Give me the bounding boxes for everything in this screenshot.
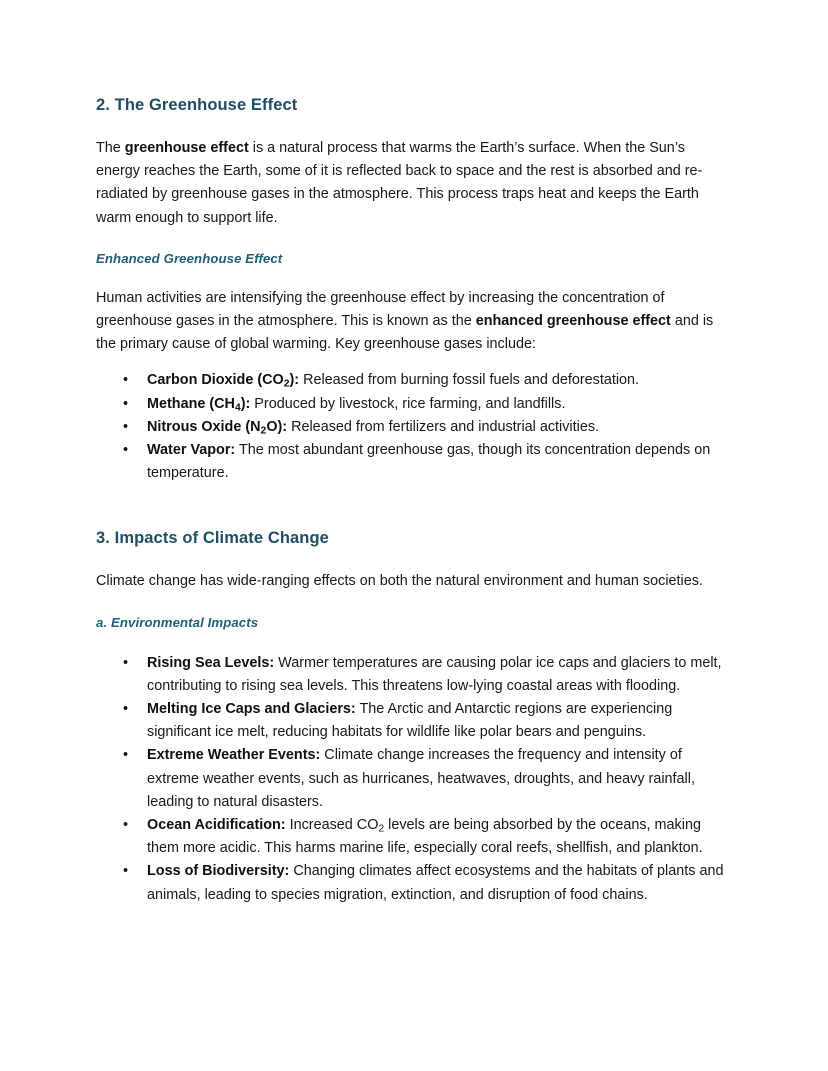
list-item-lead: Water Vapor: — [147, 442, 236, 459]
list-item-lead: Melting Ice Caps and Glaciers: — [147, 701, 356, 718]
list-item — [96, 652, 732, 698]
list-item — [96, 369, 732, 392]
paragraph-bold-term: enhanced greenhouse effect — [475, 313, 671, 330]
list-item — [96, 698, 732, 744]
list-item-body: The most abundant greenhouse gas, though its concentration depends on temperature. — [147, 442, 711, 482]
paragraph-text-part: is a natural process that warms the Earth’s surface. When the Sun’s energy reaches the Earth, some of it is reflected back to space and the rest is absorbed and re-radiated by greenhouse gases in the atmosphere. This process traps heat and keeps the Earth warm enough to support life. — [96, 140, 703, 226]
list-item-lead: Loss of Biodiversity: — [147, 863, 290, 880]
spacer — [96, 485, 732, 529]
list-item-body: Increased CO — [285, 817, 379, 834]
bullet-icon: • — [123, 654, 129, 671]
list-item-body: Warmer temperatures are causing polar ice caps and glaciers to melt, contributing to rising sea levels. This threatens low-lying coastal areas with flooding. — [147, 654, 722, 694]
lead-text: ): — [289, 372, 300, 389]
subheading-environmental-impacts: a. Environmental Impacts — [96, 614, 259, 630]
paragraph-bold-term: greenhouse effect — [124, 140, 249, 156]
lead-text: O): — [266, 418, 288, 435]
spacer — [96, 266, 732, 287]
list-item-body: Changing climates affect ecosystems and the habitats of plants and animals, leading to species migration, extinction, and disruption of food chains. — [147, 863, 724, 903]
bullet-icon: • — [123, 747, 129, 764]
list-item — [96, 393, 732, 416]
spacer — [96, 115, 732, 137]
subscript: 2 — [260, 425, 267, 437]
lead-text: ): — [240, 395, 251, 412]
bullet-icon: • — [123, 817, 129, 834]
spacer — [96, 630, 732, 652]
list-item-body: Released from fertilizers and industrial activities. — [287, 418, 600, 435]
paragraph-greenhouse-intro — [96, 137, 732, 230]
list-item-lead — [147, 396, 250, 412]
bullet-icon: • — [123, 418, 129, 435]
list-item-body: Produced by livestock, rice farming, and landfills. — [250, 395, 566, 412]
environmental-impacts-list — [96, 652, 732, 907]
paragraph-text-part: Human activities are intensifying the greenhouse effect by increasing the concentration of greenhouse gases in the atmosphere. This is known as the — [96, 289, 665, 330]
list-item-lead — [147, 419, 287, 435]
list-item-body: The Arctic and Antarctic regions are experiencing significant ice melt, reducing habitats for wildlife like polar bears and penguins. — [147, 701, 673, 741]
paragraph-text-part: and is the primary cause of global warming. Key greenhouse gases include: — [96, 313, 714, 353]
section-heading-greenhouse-effect: 2. The Greenhouse Effect — [96, 96, 298, 114]
paragraph-human-activities — [96, 287, 732, 357]
list-item-body: Released from burning fossil fuels and deforestation. — [299, 372, 640, 389]
document-content — [96, 96, 732, 907]
bullet-icon: • — [123, 442, 129, 459]
subheading-enhanced-greenhouse-effect: Enhanced Greenhouse Effect — [96, 250, 283, 266]
list-item-lead: Extreme Weather Events: — [147, 747, 321, 764]
subscript: 2 — [283, 378, 290, 390]
list-item-lead: Ocean Acidification: — [147, 817, 286, 834]
paragraph-text-part: The — [96, 140, 125, 156]
lead-text: Methane (CH — [147, 395, 235, 412]
list-item-lead: Rising Sea Levels: — [147, 654, 275, 671]
lead-text: Nitrous Oxide (N — [147, 418, 261, 435]
section-heading-impacts-of-climate-change: 3. Impacts of Climate Change — [96, 529, 329, 548]
greenhouse-gases-list — [96, 369, 732, 485]
bullet-icon: • — [123, 701, 129, 718]
list-item — [96, 814, 732, 860]
lead-text: Carbon Dioxide (CO — [147, 372, 284, 389]
list-item-lead — [147, 372, 299, 388]
bullet-icon: • — [123, 395, 129, 412]
list-item-body: levels are being absorbed by the oceans, making them more acidic. This harms marine life, especially coral reefs, shellfish, and plankton. — [147, 817, 703, 857]
spacer — [96, 548, 732, 570]
list-item — [96, 439, 732, 485]
spacer — [96, 230, 732, 251]
bullet-icon: • — [123, 863, 129, 880]
bullet-icon: • — [123, 372, 129, 389]
list-item — [96, 416, 732, 439]
list-item — [96, 860, 732, 906]
subscript: 2 — [378, 823, 385, 835]
spacer — [96, 594, 732, 615]
list-item — [96, 744, 732, 814]
subscript: 4 — [234, 401, 241, 413]
paragraph-impacts-intro: Climate change has wide-ranging effects on both the natural environment and human societies. — [96, 573, 703, 590]
list-item-body: Climate change increases the frequency and intensity of extreme weather events, such as hurricanes, heatwaves, droughts, and heavy rainfall, leading to natural disasters. — [147, 747, 695, 810]
spacer — [96, 356, 732, 369]
